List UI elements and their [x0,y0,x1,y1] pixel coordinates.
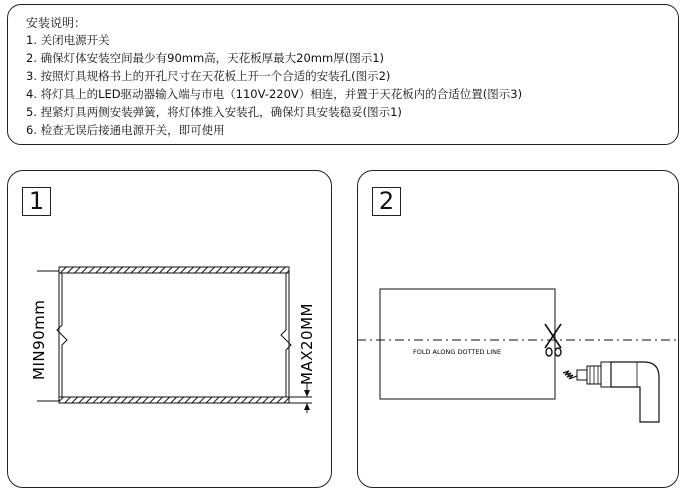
instruction-step-5: 5. 捏紧灯具两侧安装弹簧，将灯体推入安装孔，确保灯具安装稳妥(图示1) [26,105,402,119]
ceiling-top-band [59,267,289,273]
instruction-step-6: 6. 检查无误后接通电源开关，即可使用 [26,123,225,137]
fold-instruction-label: FOLD ALONG DOTTED LINE [412,347,501,356]
instruction-step-4: 4. 将灯具上的LED驱动器输入端与市电（110V-220V）相连，并置于天花板内的合适位置(图示3) [26,87,523,101]
instruction-step-3: 3. 按照灯具规格书上的开孔尺寸在天花板上开一个合适的安装孔(图示2) [26,69,391,83]
figure-2-panel [357,170,679,488]
instructions-title: 安装说明： [26,16,87,30]
instructions-panel [7,4,679,145]
instructions-list [26,31,522,139]
screwdriver-icon [563,362,659,422]
instruction-step-2: 2. 确保灯体安装空间最少有90mm高，天花板厚最大20mm厚(图示1) [26,51,384,65]
figure-1-panel [7,170,332,488]
figure-2-drawing [357,170,679,488]
figure-1-number: 1 [22,187,51,216]
ceiling-bottom-band [59,397,289,403]
instruction-step-1: 1. 关闭电源开关 [26,33,110,47]
figure-1-drawing [7,170,332,488]
cutout-template [380,289,555,399]
max-thickness-label: MAX20MM [297,302,316,385]
figure-2-number: 2 [372,187,401,216]
min-height-label: MIN90mm [29,299,48,380]
